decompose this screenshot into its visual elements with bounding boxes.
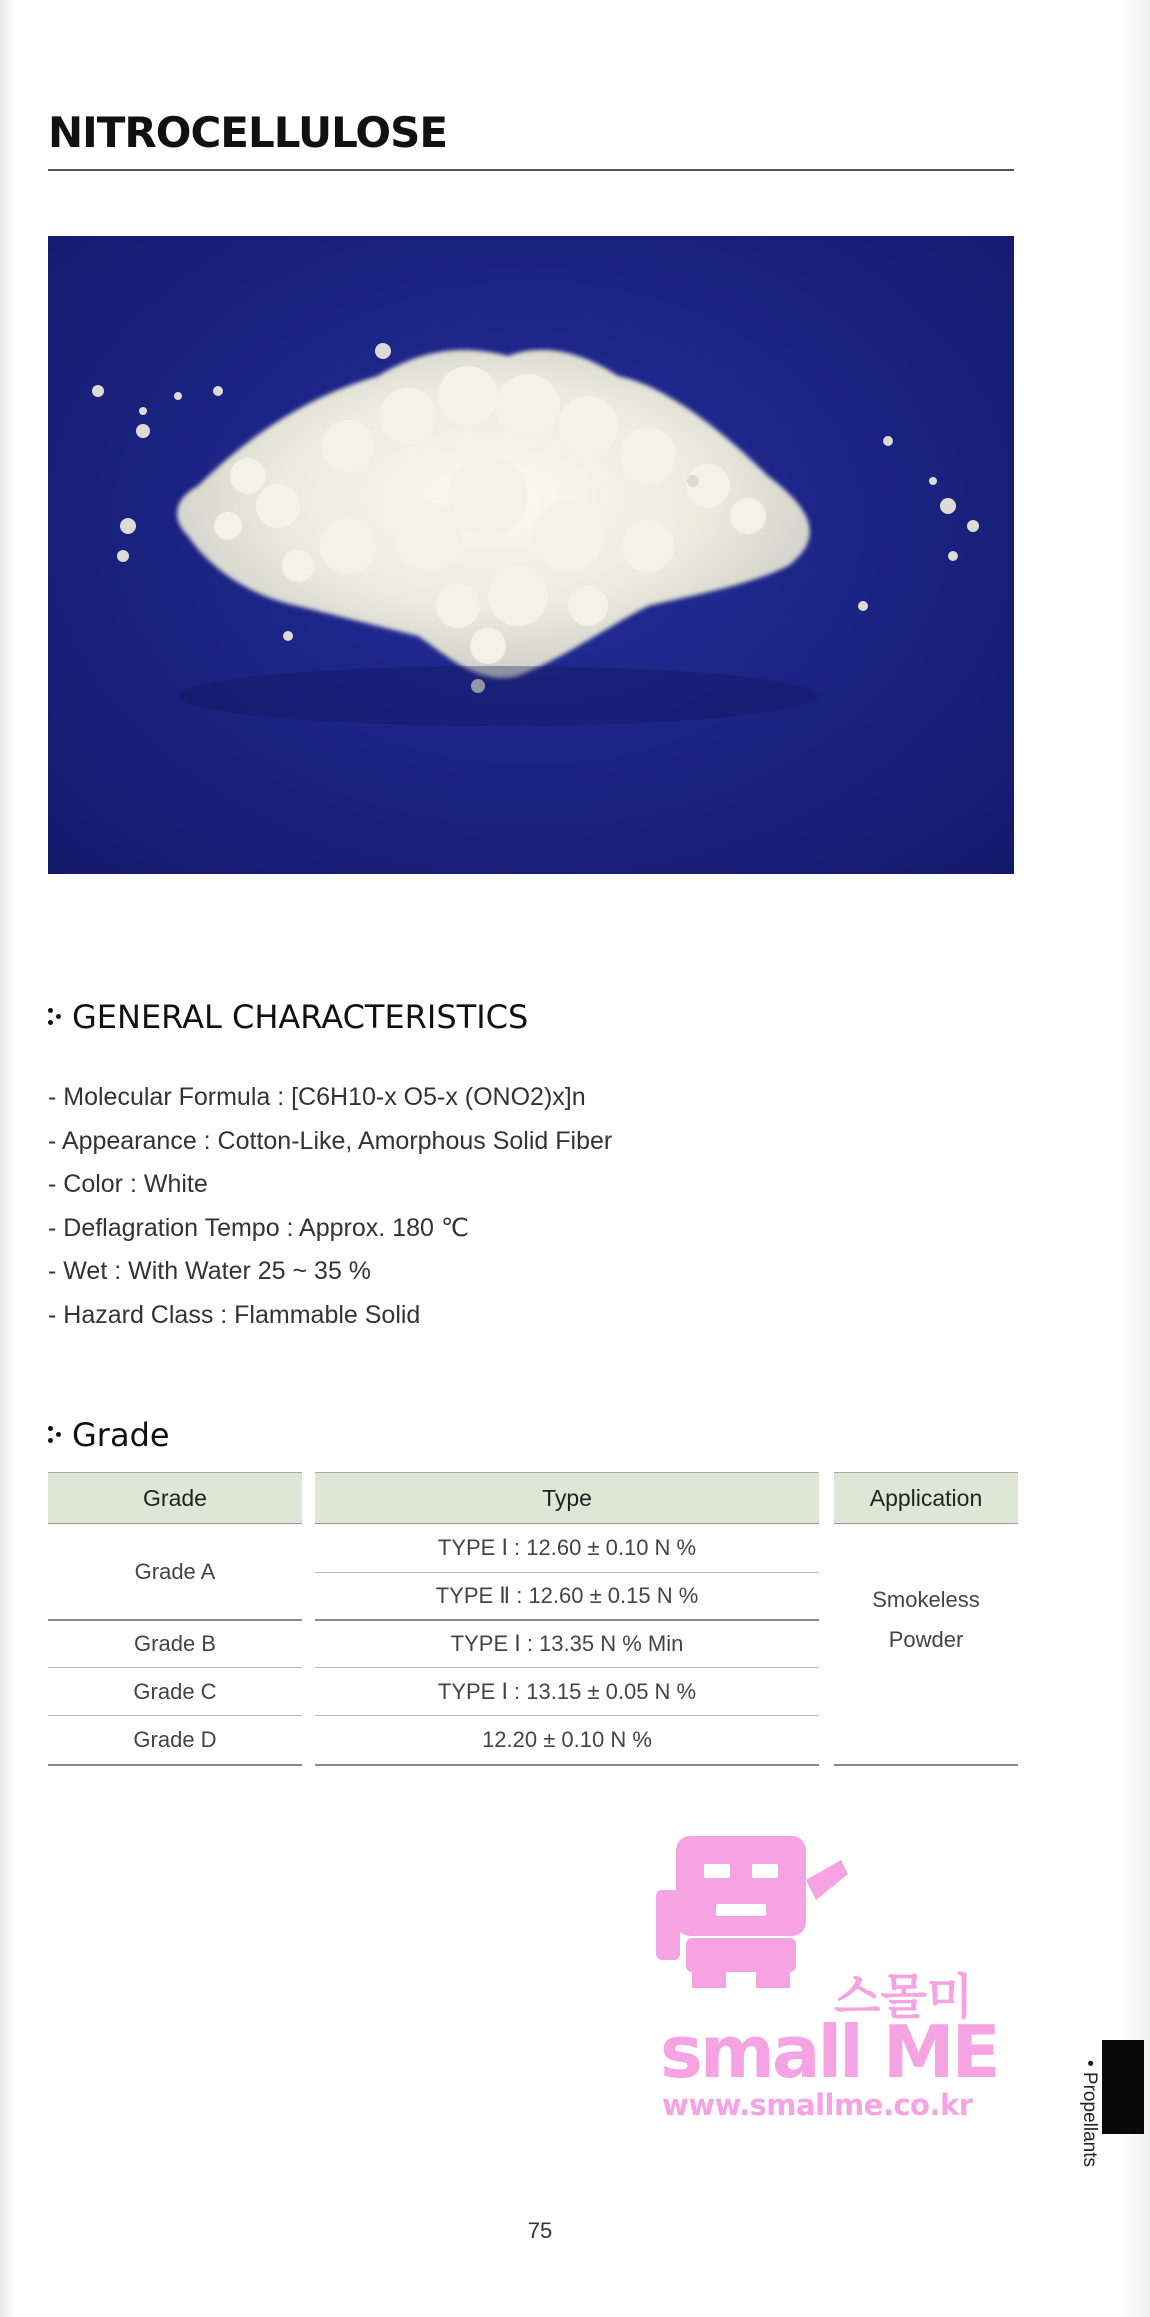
- column-header-type: Type: [315, 1472, 819, 1524]
- page-title: NITROCELLULOSE: [48, 108, 448, 157]
- watermark-brand: small ME: [660, 2010, 998, 2094]
- list-item: - Wet : With Water 25 ~ 35 %: [48, 1257, 372, 1285]
- grade-cell: Grade B: [134, 1631, 216, 1656]
- row-divider: [315, 1572, 819, 1573]
- row-divider: [48, 1667, 302, 1668]
- watermark-korean-text: 스몰미: [834, 1969, 974, 2025]
- list-item: - Color : White: [48, 1170, 208, 1198]
- type-cell: TYPE Ⅰ : 13.15 ± 0.05 N %: [437, 1679, 697, 1704]
- section-bullet-icon: [48, 1422, 64, 1448]
- grade-cell: Grade D: [133, 1727, 217, 1752]
- table-bottom-rule: [315, 1764, 819, 1766]
- general-heading-text: GENERAL CHARACTERISTICS: [72, 998, 529, 1036]
- grade-heading-text: Grade: [72, 1416, 170, 1454]
- product-photo: [48, 236, 1014, 874]
- row-divider: [315, 1619, 819, 1621]
- nitrocellulose-powder-image: [48, 236, 1014, 874]
- watermark-url: www.smallme.co.kr: [662, 2088, 973, 2122]
- type-cell: TYPE Ⅰ : 13.35 N % Min: [450, 1631, 684, 1656]
- list-item: - Molecular Formula : [C6H10-x O5-x (ONO2)x]n: [48, 1083, 586, 1111]
- column-header-grade: Grade: [48, 1472, 302, 1524]
- robot-mascot-icon: [656, 1830, 856, 1990]
- application-line: Powder: [888, 1627, 964, 1652]
- type-cell: TYPE Ⅱ : 12.60 ± 0.15 N %: [435, 1583, 699, 1608]
- characteristics-list: [48, 1076, 612, 1337]
- list-item: - Deflagration Tempo : Approx. 180 ℃: [48, 1213, 469, 1242]
- table-bottom-rule: [48, 1764, 302, 1766]
- type-cell: 12.20 ± 0.10 N %: [482, 1727, 652, 1752]
- title-divider: [48, 169, 1014, 171]
- grade-cell: Grade A: [134, 1559, 216, 1584]
- row-divider: [315, 1667, 819, 1668]
- list-item: - Hazard Class : Flammable Solid: [48, 1300, 421, 1329]
- application-cell: [834, 1572, 1018, 1668]
- row-divider: [48, 1619, 302, 1621]
- section-bullet-icon: [48, 1004, 64, 1030]
- grade-heading: [48, 1416, 170, 1454]
- section-side-label: • Propellants: [1079, 2060, 1100, 2167]
- type-cell: TYPE Ⅰ : 12.60 ± 0.10 N %: [437, 1535, 697, 1560]
- section-side-tab: [1102, 2040, 1144, 2134]
- watermark: [652, 1830, 997, 2130]
- row-divider: [315, 1715, 819, 1716]
- page-number: 75: [527, 2218, 553, 2243]
- grade-table: [48, 1472, 1018, 1772]
- application-line: Smokeless: [872, 1587, 980, 1612]
- grade-cell: Grade C: [133, 1679, 217, 1704]
- table-bottom-rule: [834, 1764, 1018, 1766]
- column-header-application: Application: [834, 1472, 1018, 1524]
- row-divider: [48, 1715, 302, 1716]
- general-characteristics-heading: [48, 998, 528, 1036]
- list-item: - Appearance : Cotton-Like, Amorphous Solid Fiber: [48, 1126, 613, 1155]
